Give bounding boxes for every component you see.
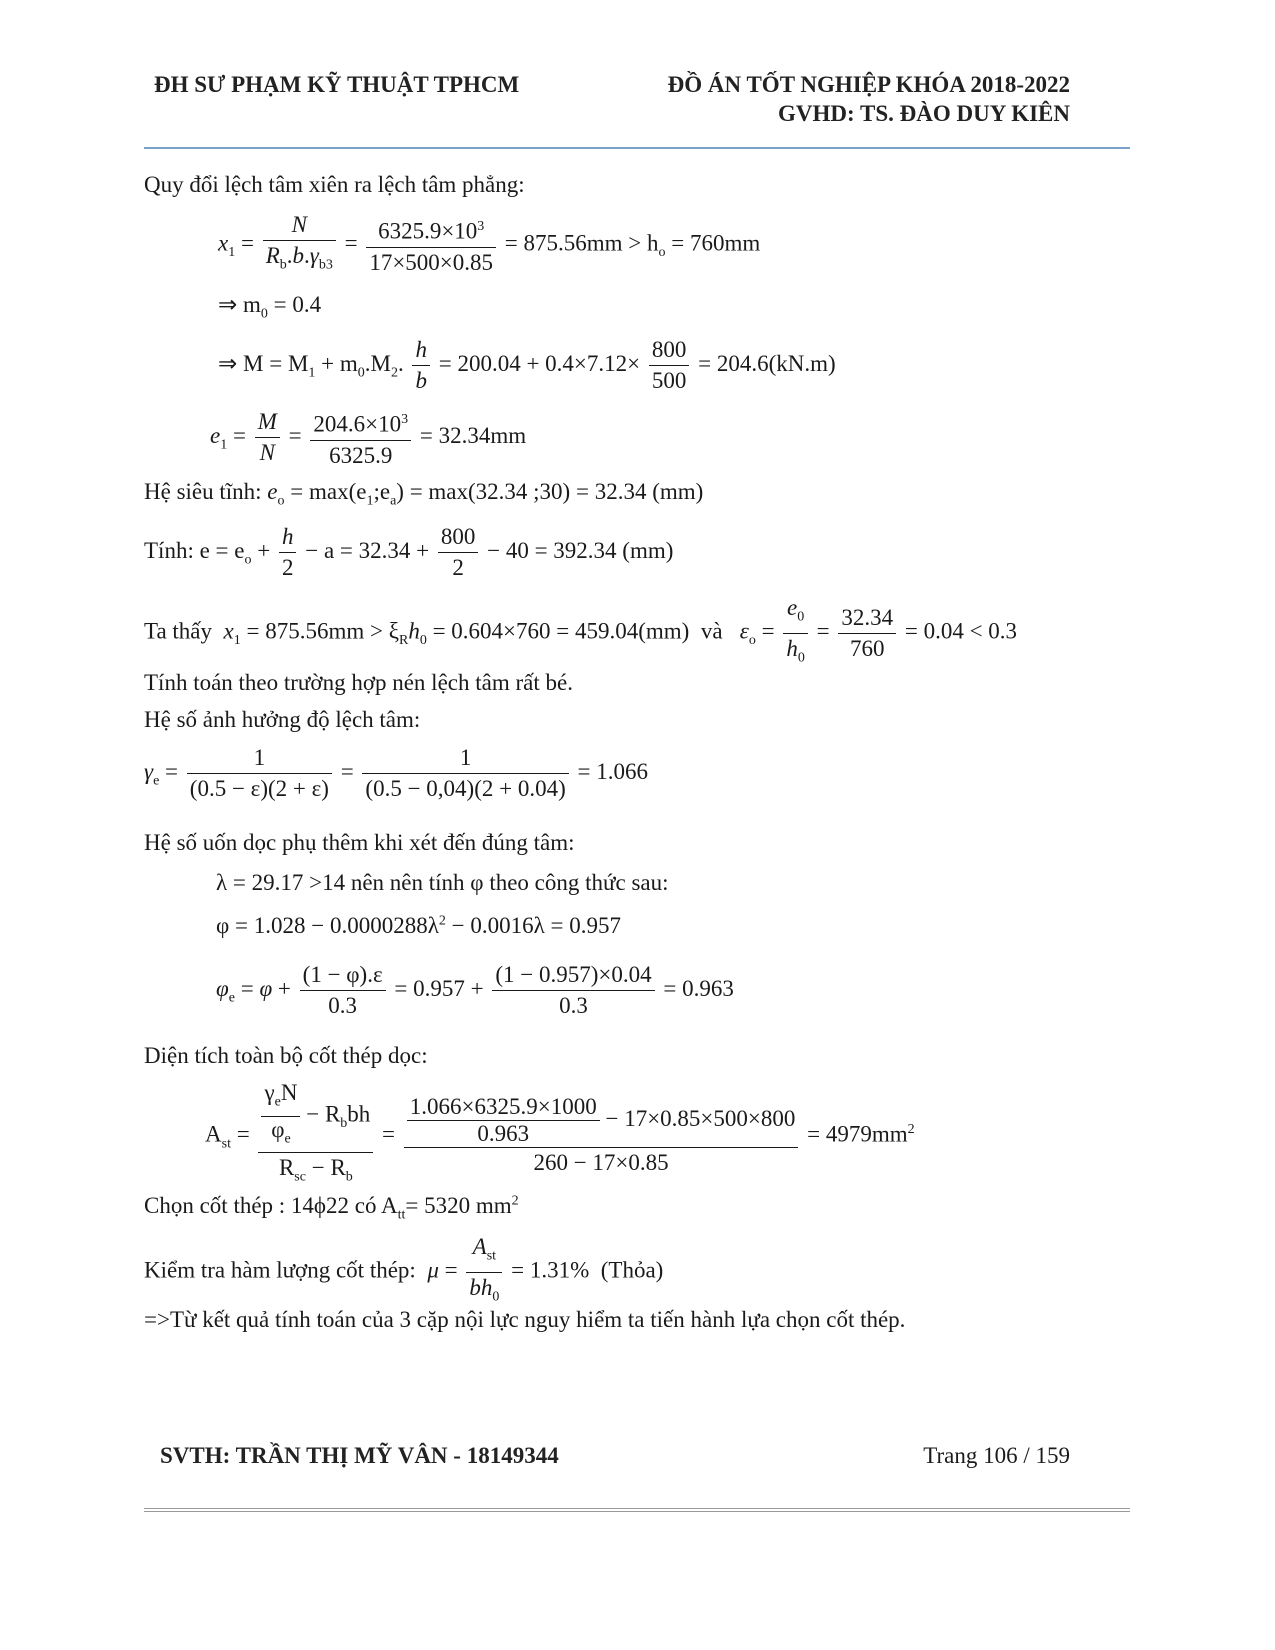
equation-m0: ⇒ $m_0 = 0.4$	[218, 292, 322, 322]
header-school: ĐH SƯ PHẠM KỸ THUẬT TPHCM	[154, 72, 520, 97]
equation-check: Ta thấy $x_1 = 875.56mm > \xi_Rh_0 = 0.604\times 760 = 459.04(mm)$ và $\varepsilon_o$ = $\frac{e_0}{h_0}$ = $\frac{32.34}{760}$ = 0.04 < 0.3	[144, 595, 1018, 666]
equation-gamma-e: $\gamma_e$ = $\frac{1}{(0.5 - \varepsilon)(2 + \varepsilon)}$ = $\frac{1}{(0.5 - 0,04)(2 + 0.04)}$ = 1.066	[144, 745, 648, 801]
footer-student: SVTH: TRẦN THỊ MỸ VÂN - 18149344	[160, 1443, 559, 1468]
equation-x1: $x_1$ = $\frac{N}{R_b.b.\gamma_{b3}}$ = $\frac{6325.9\times 10^3}{17\times 500\times 0.85}$ = $875.56mm > h_o = 760mm$	[218, 212, 761, 276]
para-eccentricity: Hệ số ảnh hưởng độ lệch tâm:	[144, 707, 421, 732]
equation-eo: Hệ siêu tĩnh: $e_o$ = $\max(e_1;e_a) = \max(32.34$ ;30) = 32.34 (mm)	[144, 479, 704, 509]
para-area: Diện tích toàn bộ cốt thép dọc:	[144, 1043, 428, 1068]
equation-e: Tính: $e = e_o$ + $\frac{h}{2}$ − a = 32.34 + $\frac{800}{2}$ − 40 = 392.34 (mm)	[144, 524, 674, 580]
para-conclusion: =>Từ kết quả tính toán của 3 cặp nội lực nguy hiểm ta tiến hành lựa chọn cốt thép.	[144, 1307, 906, 1332]
para-convert: Quy đổi lệch tâm xiên ra lệch tâm phẳng:	[144, 172, 525, 197]
header-rule	[144, 147, 1130, 149]
steel-choice: Chọn cốt thép : 14ϕ22 có $A_{tt}= 5320$ $mm^2$	[144, 1193, 519, 1223]
equation-phi: $\varphi = 1.028 - 0.0000288\lambda^2 - 0.0016\lambda = 0.957$	[216, 913, 621, 938]
header-project: ĐỒ ÁN TỐT NGHIỆP KHÓA 2018-2022	[667, 72, 1070, 97]
equation-phi-e: $\varphi_e = \varphi$ + $\frac{(1 - \varphi).\varepsilon}{0.3}$ = 0.957 + $\frac{(1 - 0.957)\times 0.04}{0.3}$ = 0.963	[216, 962, 734, 1018]
equation-ast: $A_{st}$ = $\frac{\gamma_eN}{\varphi_e}$ − $R_bbh$ $R_{sc} - R_b$ = $\frac{1.066\times 6325.9\times 1000}{0.963}$ − 17×0.85×500×800 260 − 17×0.85 = $4979mm^2$	[205, 1080, 915, 1185]
footer-rule	[144, 1508, 1130, 1512]
equation-e1: $e_1$ = $\frac{M}{N}$ = $\frac{204.6\times 10^3}{6325.9}$ = 32.34mm	[210, 405, 526, 471]
lambda-line: λ = 29.17 >14 nên nên tính φ theo công thức sau:	[216, 870, 669, 895]
footer-page-number: Trang 106 / 159	[923, 1443, 1070, 1468]
para-buckling: Hệ số uốn dọc phụ thêm khi xét đến đúng tâm:	[144, 830, 575, 855]
equation-moment: ⇒ $M = M_1 + m_0.M_2$. $\frac{h}{b}$ = 200.04 + 0.4×7.12× $\frac{800}{500}$ = 204.6(kN.m)	[218, 337, 836, 393]
para-case: Tính toán theo trường hợp nén lệch tâm rất bé.	[144, 670, 573, 695]
header-advisor: GVHD: TS. ĐÀO DUY KIÊN	[777, 101, 1070, 126]
equation-mu: Kiểm tra hàm lượng cốt thép: μ = $\frac{A_{st}}{bh_0}$ = 1.31% (Thỏa)	[144, 1234, 664, 1305]
